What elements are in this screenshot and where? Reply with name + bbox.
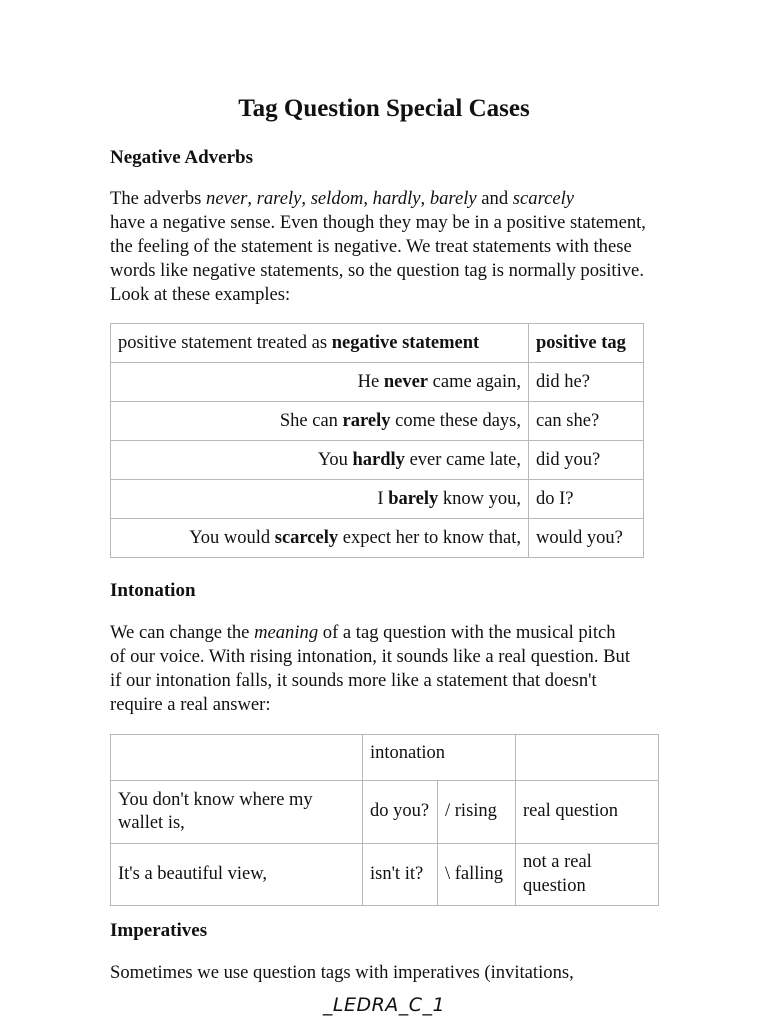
- table-row: [111, 480, 644, 519]
- tag-cell: did you?: [529, 441, 644, 480]
- intonation-cell: \ falling: [438, 844, 516, 906]
- table-header-statement: positive statement treated as negative statement: [111, 324, 529, 363]
- table-row: [111, 363, 644, 402]
- table-header-row: [111, 324, 644, 363]
- empty-header-cell: [111, 735, 363, 781]
- empty-header-cell: [516, 735, 659, 781]
- meaning-cell: not a real question: [516, 844, 659, 906]
- table-header-tag: positive tag: [529, 324, 644, 363]
- table-row: [111, 402, 644, 441]
- negative-adverbs-table: [110, 323, 644, 558]
- intonation-header: intonation: [363, 735, 516, 781]
- table-header-row: [111, 735, 659, 781]
- table-row: [111, 781, 659, 844]
- meaning-cell: real question: [516, 781, 659, 844]
- page-title: Tag Question Special Cases: [238, 95, 530, 122]
- tag-cell: did he?: [529, 363, 644, 402]
- tag-cell: can she?: [529, 402, 644, 441]
- section-heading-imperatives: Imperatives: [110, 920, 208, 941]
- tag-cell: do I?: [529, 480, 644, 519]
- statement-cell: I barely know you,: [111, 480, 529, 519]
- statement-cell: It's a beautiful view,: [111, 844, 363, 906]
- tag-cell: do you?: [363, 781, 438, 844]
- tag-cell: would you?: [529, 519, 644, 558]
- tag-cell: isn't it?: [363, 844, 438, 906]
- imperatives-paragraph: Sometimes we use question tags with imperatives (invitations,: [110, 962, 574, 983]
- table-row: [111, 441, 644, 480]
- intonation-paragraph: We can change the meaning of a tag question with the musical pitch of our voice. With rising intonation, it sounds like a real question. But if our intonation falls, it sounds more like a statement that doesn't require a real answer:: [110, 622, 630, 715]
- intonation-cell: / rising: [438, 781, 516, 844]
- statement-cell: She can rarely come these days,: [111, 402, 529, 441]
- footer-signature: _LEDRA_C_1: [322, 994, 446, 1016]
- section-heading-negative-adverbs: Negative Adverbs: [110, 147, 254, 168]
- table-row: [111, 519, 644, 558]
- statement-cell: He never came again,: [111, 363, 529, 402]
- table-row: [111, 844, 659, 906]
- negative-adverbs-paragraph: The adverbs never, rarely, seldom, hardly, barely and scarcely have a negative sense. Even though they may be in a positive statement, the feeling of the statement is negative. We treat statements with these words like negative statements, so the question tag is normally positive. Look at these examples:: [110, 188, 646, 305]
- section-heading-intonation: Intonation: [110, 580, 196, 601]
- statement-cell: You don't know where my wallet is,: [111, 781, 363, 844]
- intonation-table: [110, 734, 659, 906]
- statement-cell: You hardly ever came late,: [111, 441, 529, 480]
- statement-cell: You would scarcely expect her to know that,: [111, 519, 529, 558]
